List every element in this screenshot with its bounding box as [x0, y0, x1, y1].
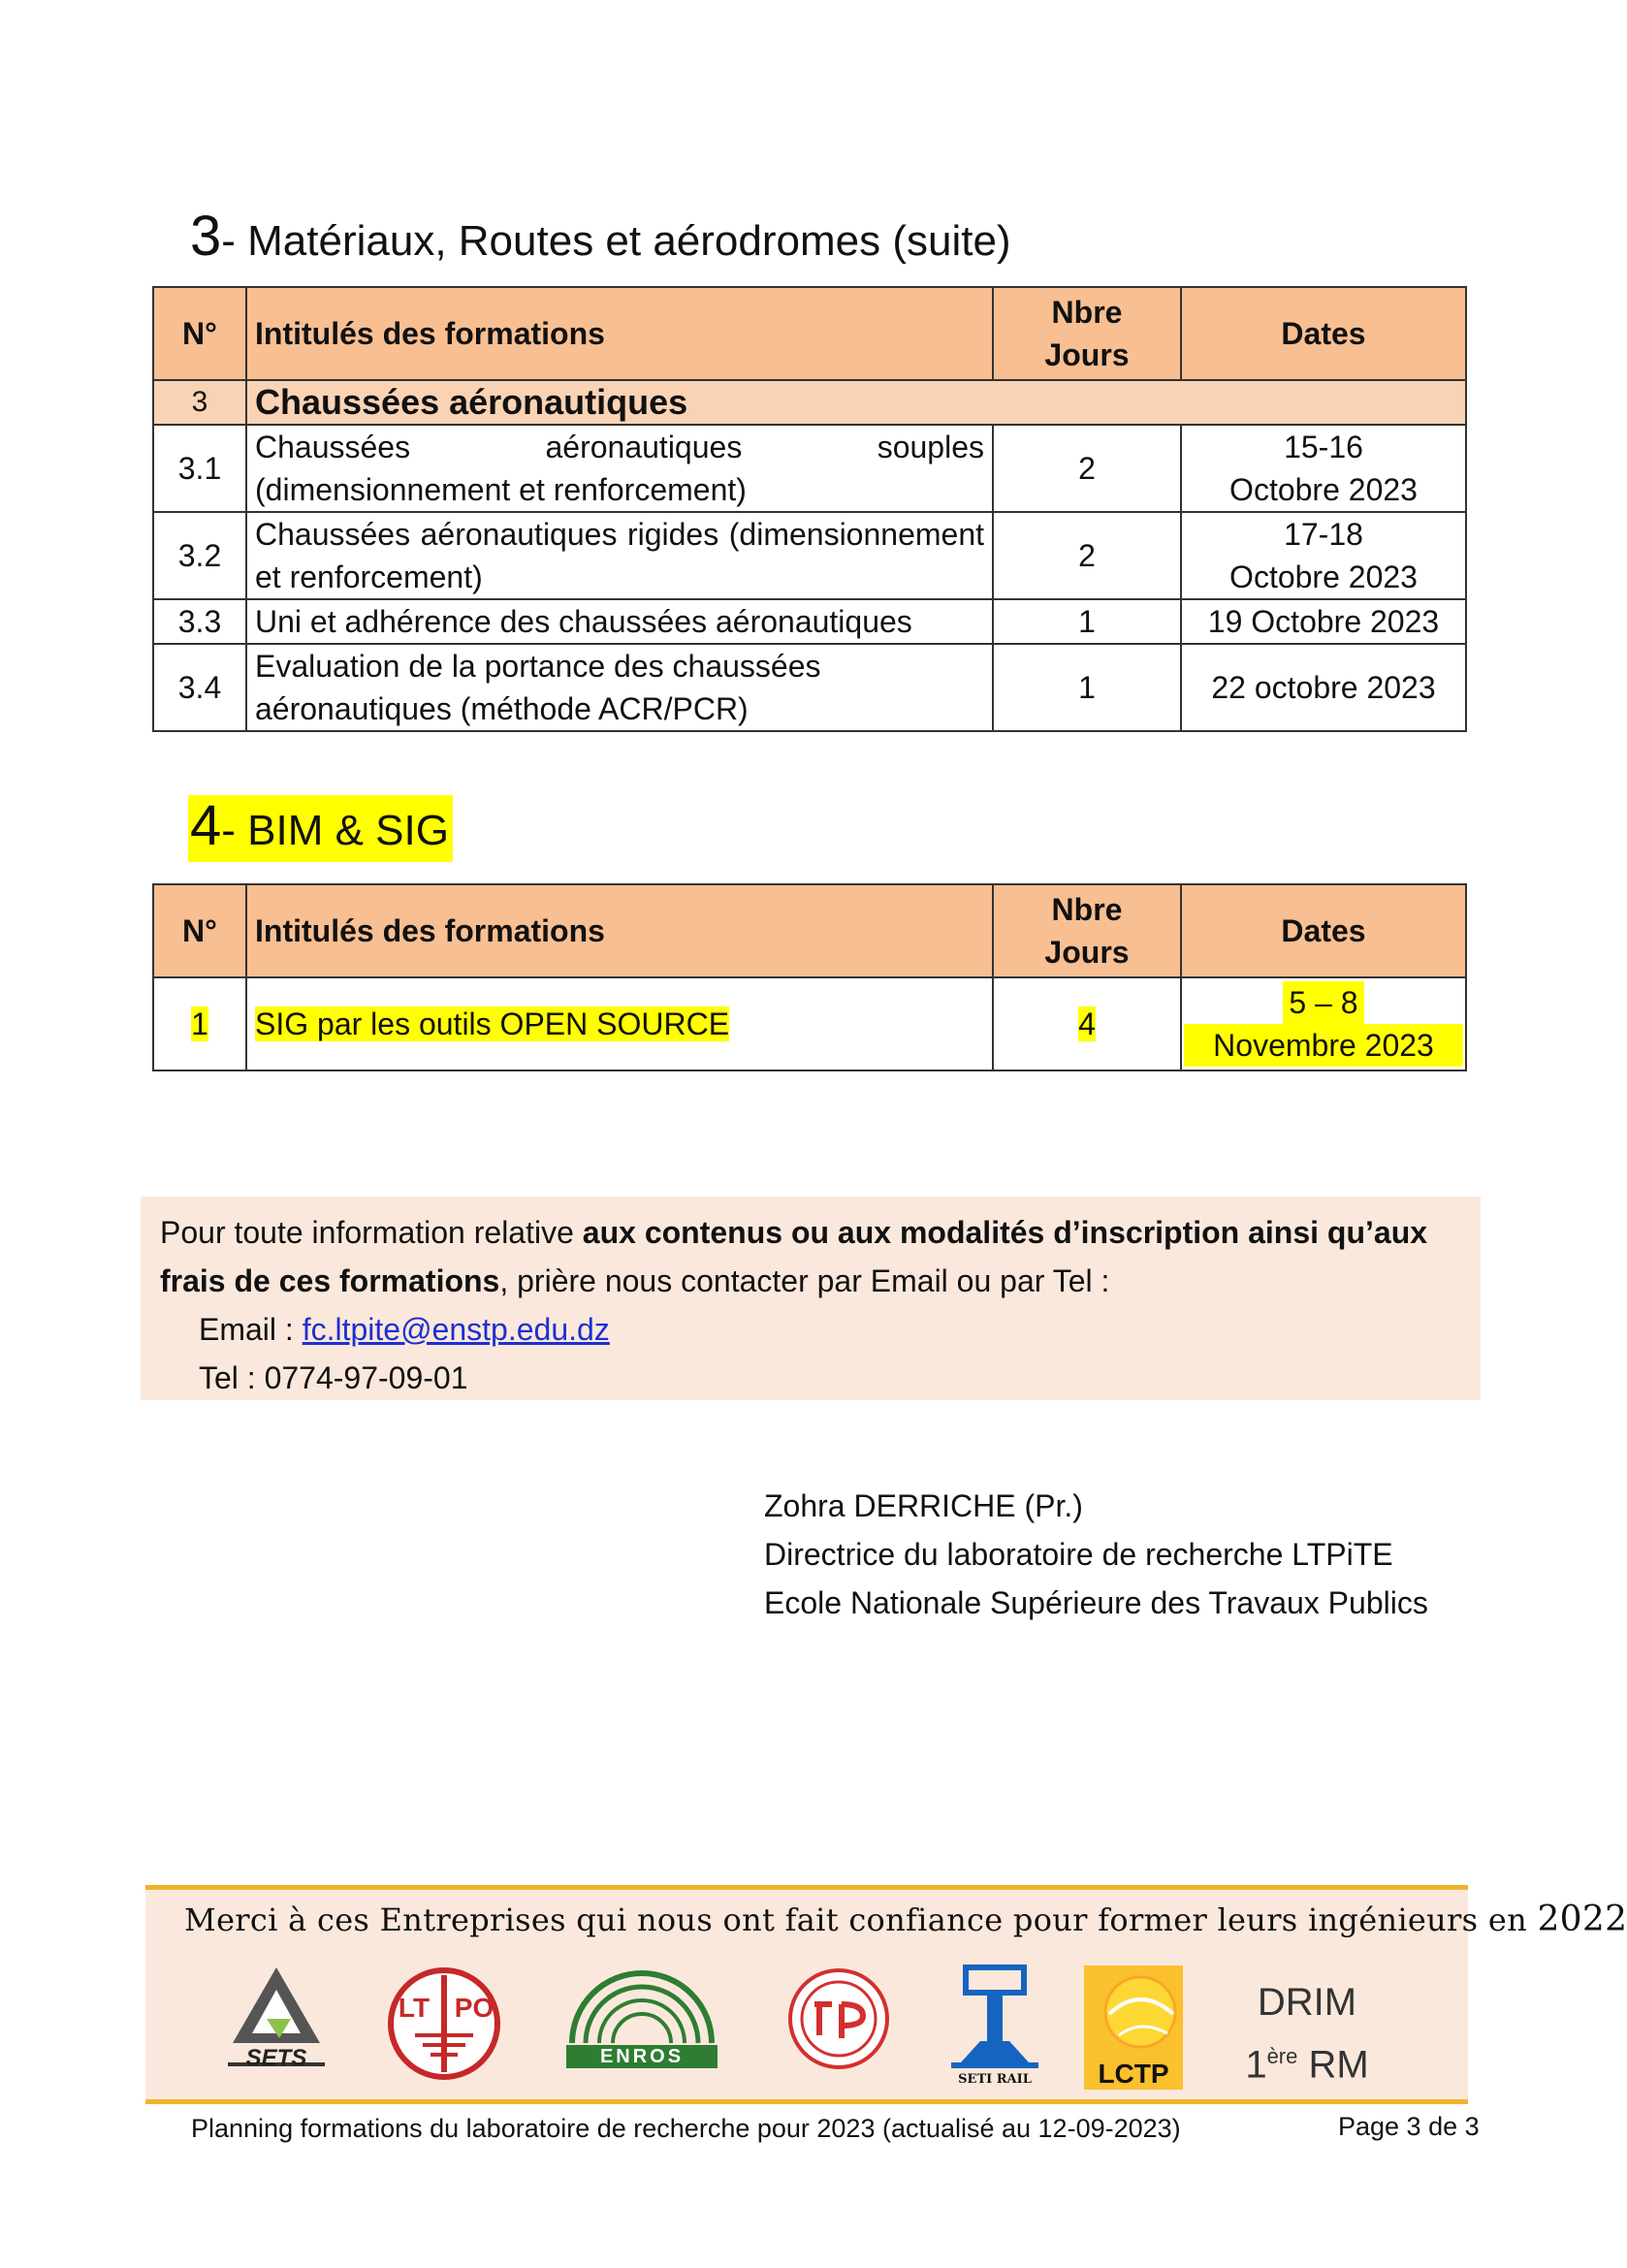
header-days-line2: Jours [1044, 337, 1130, 372]
row-dates: 19 Octobre 2023 [1181, 599, 1466, 644]
info-text-1: Pour toute information relative [160, 1215, 583, 1250]
table-row [153, 425, 1466, 512]
ltpo-logo [386, 1965, 502, 2082]
header-days [993, 287, 1181, 380]
header-dates: Dates [1181, 884, 1466, 977]
table-header-row [153, 287, 1466, 380]
table-row [153, 599, 1466, 644]
row-dates [1181, 977, 1466, 1070]
table-row [153, 512, 1466, 599]
row-dates-line2: Octobre 2023 [1229, 472, 1418, 507]
partners-banner [145, 1885, 1627, 2104]
ltp-est-logo-icon [785, 1965, 892, 2072]
tel-line: Tel : 0774-97-09-01 [199, 1360, 468, 1395]
signature-block [764, 1482, 1428, 1627]
formations-table-section-4 [152, 883, 1467, 1071]
section-3-number: 3 [190, 205, 222, 268]
row-days [993, 977, 1181, 1070]
seti-rail-logo-icon [946, 1965, 1043, 2072]
group-row [153, 380, 1466, 425]
info-bold-2: frais de ces formations [160, 1263, 500, 1298]
row-days-text: 4 [1078, 1006, 1096, 1041]
row-num: 3.3 [153, 599, 246, 644]
info-bold-1: aux contenus ou aux modalités d’inscription ainsi qu’aux [582, 1215, 1428, 1250]
row-title [246, 977, 993, 1070]
partners-title [184, 1900, 1627, 1939]
row-num-text: 1 [191, 1006, 208, 1041]
info-line-1 [160, 1208, 1461, 1257]
row-dates-line1: 17-18 [1284, 517, 1363, 552]
row-days: 2 [993, 425, 1181, 512]
header-days-line1: Nbre [1051, 892, 1123, 927]
section-4-title-text: - BIM & SIG [221, 807, 449, 854]
drim-logo [1229, 1975, 1385, 2092]
section-4-number: 4 [190, 794, 222, 857]
signatory-institution: Ecole Nationale Supérieure des Travaux Publics [764, 1585, 1428, 1620]
row-title: Chaussées aéronautiques rigides (dimensionnement et renforcement) [246, 512, 993, 599]
row-dates: 22 octobre 2023 [1181, 644, 1466, 731]
row-title-text: SIG par les outils OPEN SOURCE [255, 1006, 730, 1041]
group-num: 3 [153, 380, 246, 425]
partners-title-text: Merci à ces Entreprises qui nous ont fait confiance pour former leurs ingénieurs en [184, 1901, 1538, 1938]
info-text-2: , prière nous contacter par Email ou par Tel : [499, 1263, 1110, 1298]
partners-year: 2022 [1537, 1900, 1627, 1939]
row-days: 2 [993, 512, 1181, 599]
row-dates-line2: Novembre 2023 [1184, 1024, 1463, 1067]
row-title: Chaussées aéronautiques souples (dimensionnement et renforcement) [246, 425, 993, 512]
signatory-name: Zohra DERRICHE (Pr.) [764, 1488, 1083, 1523]
table-header-row [153, 884, 1466, 977]
row-num: 3.4 [153, 644, 246, 731]
formations-table-section-3 [152, 286, 1467, 732]
ltp-est-logo [785, 1965, 892, 2072]
table-row [153, 644, 1466, 731]
row-dates [1181, 425, 1466, 512]
row-dates [1181, 512, 1466, 599]
page-number: Page 3 de 3 [1338, 2112, 1480, 2141]
drim-num: 1 [1245, 2043, 1267, 2087]
ltpo-logo-text-left: LT [398, 1993, 431, 2023]
header-title: Intitulés des formations [246, 287, 993, 380]
ltpo-logo-text-right: PO [454, 1993, 494, 2023]
row-num [153, 977, 246, 1070]
footer-text: Planning formations du laboratoire de recherche pour 2023 (actualisé au 12-09-2023) [191, 2114, 1181, 2143]
section-4-title [188, 795, 453, 862]
row-title: Evaluation de la portance des chaussées aéronautiques (méthode ACR/PCR) [246, 644, 993, 731]
header-num: N° [153, 884, 246, 977]
email-label: Email : [199, 1312, 303, 1347]
row-dates-line2: Octobre 2023 [1229, 559, 1418, 594]
seti-rail-logo [946, 1965, 1043, 2092]
row-num: 3.1 [153, 425, 246, 512]
seti-rail-logo-text: SETI RAIL [958, 2072, 1032, 2087]
sets-logo [223, 1965, 330, 2092]
drim-line-2 [1229, 2029, 1385, 2092]
enros-logo-text: ENROS [599, 2046, 685, 2067]
header-dates: Dates [1181, 287, 1466, 380]
header-num: N° [153, 287, 246, 380]
contact-info-box [141, 1197, 1481, 1400]
header-days-line1: Nbre [1051, 295, 1123, 330]
table-row [153, 977, 1466, 1070]
row-dates-line1: 5 – 8 [1283, 981, 1363, 1024]
lctp-logo [1080, 1965, 1187, 2092]
row-dates-line1: 15-16 [1284, 430, 1363, 464]
row-days: 1 [993, 644, 1181, 731]
section-3-title [190, 206, 1011, 272]
section-3-title-text: - Matériaux, Routes et aérodromes (suite) [221, 217, 1011, 265]
drim-sup: ère [1266, 2044, 1298, 2068]
header-title: Intitulés des formations [246, 884, 993, 977]
row-title: Uni et adhérence des chaussées aéronautiques [246, 599, 993, 644]
group-title: Chaussées aéronautiques [246, 380, 1466, 425]
email-line [160, 1305, 1461, 1354]
lctp-logo-text: LCTP [1084, 2059, 1183, 2090]
drim-line-1: DRIM [1257, 1981, 1357, 2024]
lctp-logo-icon [1080, 1965, 1187, 2062]
sets-logo-text: SETS [245, 2045, 307, 2071]
enros-logo [564, 1965, 719, 2072]
ltpo-logo-icon [386, 1965, 502, 2082]
info-line-2 [160, 1257, 1461, 1305]
row-days: 1 [993, 599, 1181, 644]
signatory-role: Directrice du laboratoire de recherche LTPiTE [764, 1537, 1393, 1572]
row-num: 3.2 [153, 512, 246, 599]
header-days-line2: Jours [1044, 935, 1130, 970]
sets-logo-icon [223, 1965, 330, 2092]
email-link[interactable]: fc.ltpite@enstp.edu.dz [302, 1312, 610, 1347]
drim-rm: RM [1297, 2043, 1369, 2087]
header-days [993, 884, 1181, 977]
